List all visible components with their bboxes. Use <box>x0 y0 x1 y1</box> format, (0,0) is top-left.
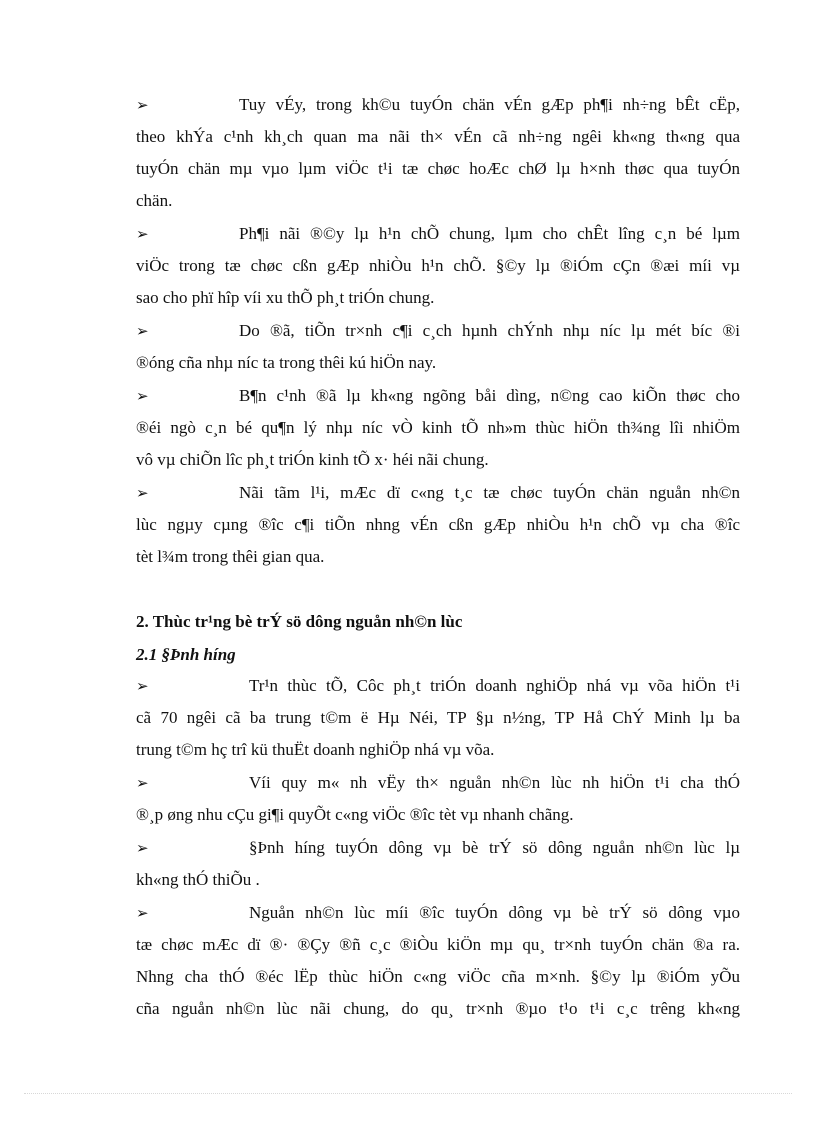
paragraph-line: viÖc trong tæ chøc cßn gÆp nhiÒu h¹n chÕ. §©y lµ ®iÓm cÇn ®æi míi vµ <box>136 256 740 275</box>
paragraph-first-line: ➢ §Þnh híng tuyÓn dông vµ bè trÝ sö dông nguån nh©n lùc lµ <box>136 832 740 864</box>
paragraph-first-line: ➢ Víi quy m« nh vËy th× nguån nh©n lùc nh hiÖn t¹i cha thÓ <box>136 767 740 799</box>
paragraph-line: cã 70 ngêi cã ba trung t©m ë Hµ Néi, TP §µ n½ng, TP Hå ChÝ Minh lµ ba <box>136 708 740 727</box>
arrow-bullet-icon: ➢ <box>136 322 149 340</box>
paragraph-first-line: ➢ B¶n c¹nh ®ã lµ kh«ng ngõng båi dìng, n©ng cao kiÕn thøc cho <box>136 380 740 412</box>
paragraph-line: ®óng cña nhµ níc ta trong thêi kú hiÖn nay. <box>136 353 437 372</box>
paragraph-8 <box>136 832 740 896</box>
paragraph-line: sao cho phï hîp víi xu thÕ ph¸t triÓn chung. <box>136 288 435 307</box>
paragraph-line: trung t©m hç trî kü thuËt doanh nghiÖp nhá vµ võa. <box>136 740 495 759</box>
paragraph-first-line: ➢ Tuy vÉy, trong kh©u tuyÓn chän vÉn gÆp ph¶i nh÷ng bÊt cËp, <box>136 89 740 121</box>
paragraph-line: Nhng cha thÓ ®éc lËp thùc hiÖn c«ng viÖc cña m×nh. §©y lµ ®iÓm yÕu <box>136 967 740 986</box>
paragraph-6 <box>136 670 740 766</box>
paragraph-first-line: ➢ Ph¶i nãi ®©y lµ h¹n chÕ chung, lµm cho chÊt lîng c¸n bé lµm <box>136 218 740 250</box>
arrow-bullet-icon: ➢ <box>136 387 149 405</box>
paragraph-4 <box>136 380 740 476</box>
paragraph-first-line: ➢ Nguån nh©n lùc míi ®îc tuyÓn dông vµ bè trÝ sö dông vµo <box>136 897 740 929</box>
paragraph-first-line: ➢ Do ®ã, tiÕn tr×nh c¶i c¸ch hµnh chÝnh nhµ níc lµ mét bíc ®i <box>136 315 740 347</box>
paragraph-line: ®éi ngò c¸n bé qu¶n lý nhµ níc vÒ kinh tÕ nh»m thùc hiÖn th¾ng lîi nhiÖm <box>136 418 740 437</box>
paragraph-line: theo khÝa c¹nh kh¸ch quan ma nãi th× vÉn cã nh÷ng ngêi kh«ng th«ng qua <box>136 127 740 146</box>
paragraph-line: kh«ng thÓ thiÕu . <box>136 870 260 889</box>
paragraph-first-line: ➢ Tr¹n thùc tÕ, Côc ph¸t triÓn doanh nghiÖp nhá vµ võa hiÖn t¹i <box>136 670 740 702</box>
paragraph-line: cña nguån nh©n lùc nãi chung, do qu¸ tr×nh ®µo t¹o t¹i c¸c trêng kh«ng <box>136 999 740 1018</box>
subsection-heading: 2.1 §Þnh híng <box>136 645 236 664</box>
paragraph-line: chän. <box>136 191 173 210</box>
paragraph-3 <box>136 315 740 379</box>
paragraph-first-line: ➢ Nãi tãm l¹i, mÆc dï c«ng t¸c tæ chøc tuyÓn chän nguån nh©n <box>136 477 740 509</box>
paragraph-line: lùc ngµy cµng ®îc c¶i tiÕn nhng vÉn cßn gÆp nhiÒu h¹n chÕ vµ cha ®îc <box>136 515 740 534</box>
page-footer-divider <box>24 1093 792 1094</box>
arrow-bullet-icon: ➢ <box>136 225 149 243</box>
paragraph-9 <box>136 897 740 1025</box>
arrow-bullet-icon: ➢ <box>136 774 149 792</box>
paragraph-line: tuyÓn chän mµ vµo lµm viÖc t¹i tæ chøc hoÆc chØ lµ h×nh thøc qua tuyÓn <box>136 159 740 178</box>
arrow-bullet-icon: ➢ <box>136 839 149 857</box>
paragraph-1 <box>136 89 740 217</box>
arrow-bullet-icon: ➢ <box>136 484 149 502</box>
paragraph-line: ®¸p øng nhu cÇu gi¶i quyÕt c«ng viÖc ®îc tèt vµ nhanh chãng. <box>136 805 574 824</box>
paragraph-2 <box>136 218 740 314</box>
paragraph-5 <box>136 477 740 573</box>
section-heading: 2. Thùc tr¹ng bè trÝ sö dông nguån nh©n lùc <box>136 612 463 631</box>
paragraph-line: tèt l¾m trong thêi gian qua. <box>136 547 325 566</box>
paragraph-line: vô vµ chiÕn lîc ph¸t triÓn kinh tÕ x· héi nãi chung. <box>136 450 489 469</box>
paragraph-7 <box>136 767 740 831</box>
paragraph-line: tæ chøc mÆc dï ®· ®Çy ®ñ c¸c ®iÒu kiÖn mµ qu¸ tr×nh tuyÓn chän ®a ra. <box>136 935 740 954</box>
arrow-bullet-icon: ➢ <box>136 677 149 695</box>
arrow-bullet-icon: ➢ <box>136 904 149 922</box>
arrow-bullet-icon: ➢ <box>136 96 149 114</box>
